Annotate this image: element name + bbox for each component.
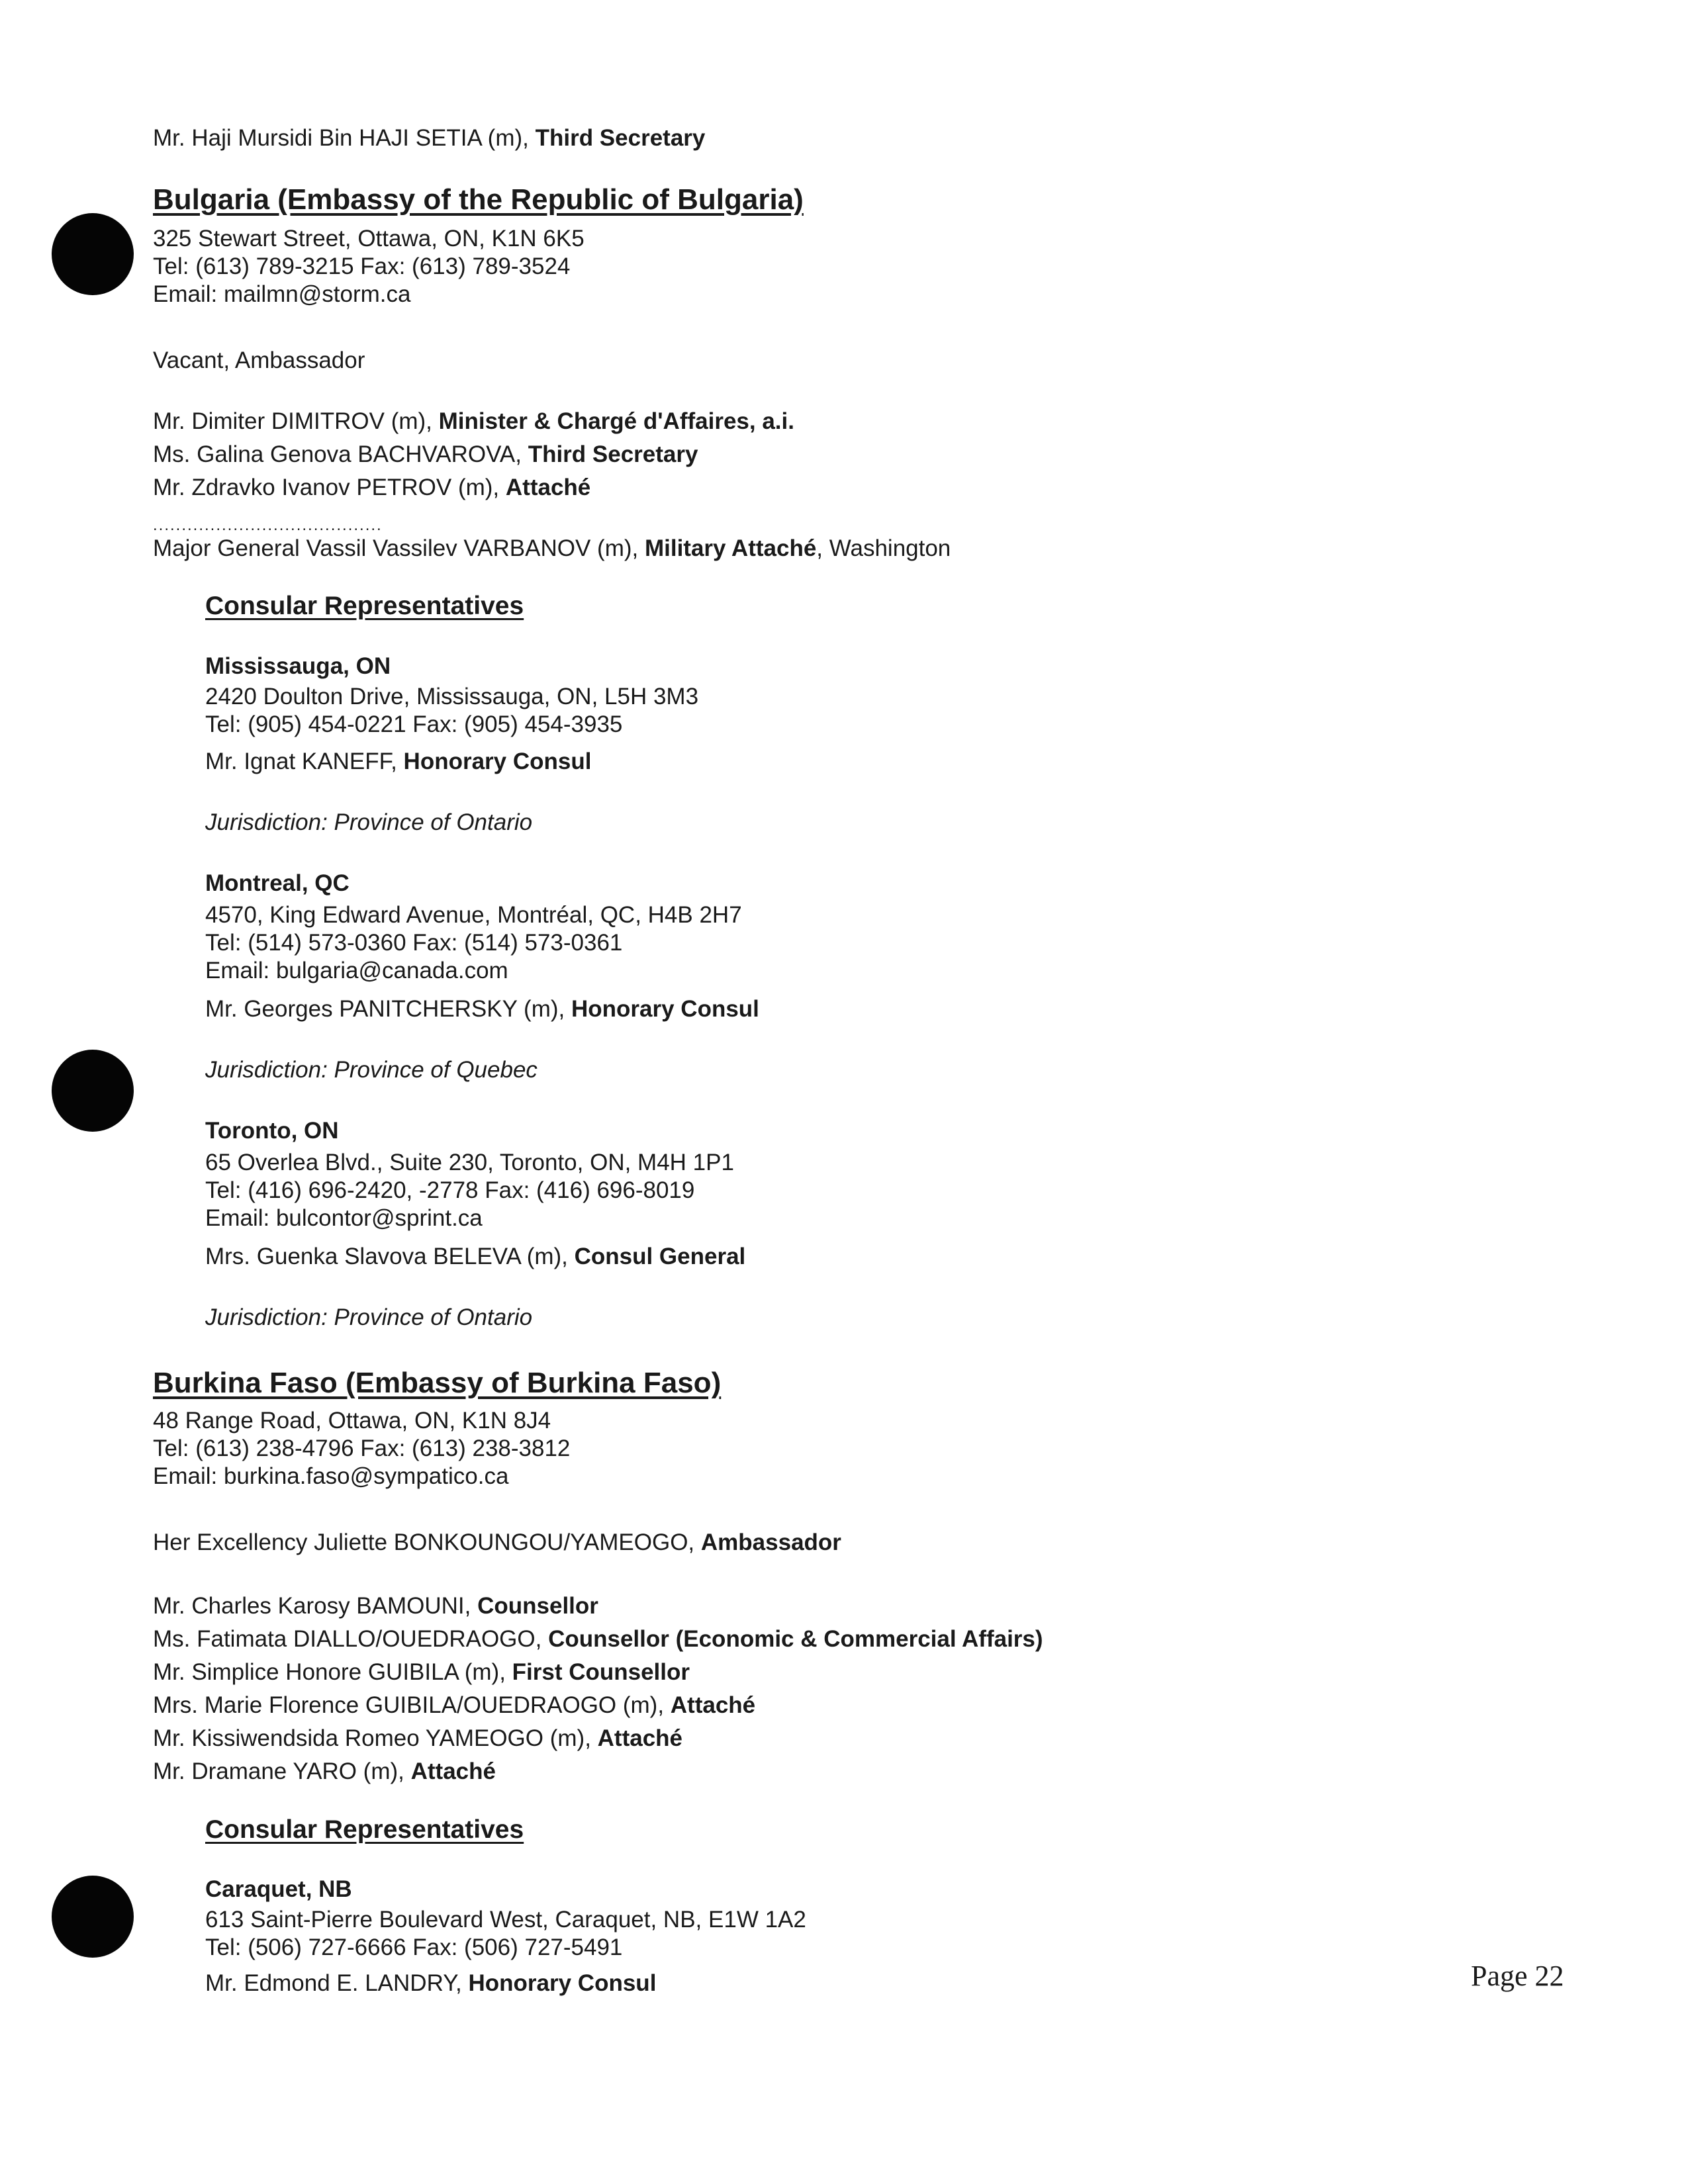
consul-name: Mr. Ignat KANEFF, xyxy=(205,749,404,774)
country-heading-burkina-faso: Burkina Faso (Embassy of Burkina Faso) xyxy=(153,1367,722,1399)
consulate-phone: Tel: (905) 454-0221 Fax: (905) 454-3935 xyxy=(205,711,623,737)
consulate-phone: Tel: (416) 696-2420, -2778 Fax: (416) 696-8019 xyxy=(205,1177,695,1203)
consulate-phone: Tel: (514) 573-0360 Fax: (514) 573-0361 xyxy=(205,930,623,956)
staff-title: Ambassador xyxy=(700,1529,841,1555)
consulate-email: Email: bulcontor@sprint.ca xyxy=(205,1205,483,1231)
staff-name: Major General Vassil Vassilev VARBANOV (m), xyxy=(153,535,645,561)
ambassador-entry xyxy=(153,1529,841,1557)
embassy-phone: Tel: (613) 238-4796 Fax: (613) 238-3812 xyxy=(153,1435,571,1461)
consul-name: Mrs. Guenka Slavova BELEVA (m), xyxy=(205,1244,575,1269)
staff-title: First Counsellor xyxy=(512,1659,690,1685)
consulate-city: Mississauga, ON xyxy=(205,653,391,679)
separator-dots: ........................................ xyxy=(153,516,383,534)
staff-entry xyxy=(153,1758,496,1786)
consulate-address: 613 Saint-Pierre Boulevard West, Caraquet, NB, E1W 1A2 xyxy=(205,1907,806,1933)
consulate-address: 4570, King Edward Avenue, Montréal, QC, H4B 2H7 xyxy=(205,902,742,928)
consul-title: Honorary Consul xyxy=(403,749,592,774)
staff-title: Third Secretary xyxy=(535,125,706,151)
staff-entry xyxy=(153,1692,755,1719)
staff-entry xyxy=(153,1659,690,1686)
consular-heading: Consular Representatives xyxy=(205,1815,524,1844)
staff-name: Mr. Zdravko Ivanov PETROV (m), xyxy=(153,475,506,500)
staff-title: Attaché xyxy=(410,1758,496,1784)
staff-title: Counsellor xyxy=(477,1593,598,1619)
consulate-city: Montreal, QC xyxy=(205,870,350,896)
staff-name: Mrs. Marie Florence GUIBILA/OUEDRAOGO (m), xyxy=(153,1692,671,1718)
consular-heading: Consular Representatives xyxy=(205,592,524,620)
consulate-city: Toronto, ON xyxy=(205,1118,339,1144)
embassy-address: 48 Range Road, Ottawa, ON, K1N 8J4 xyxy=(153,1408,551,1433)
jurisdiction: Jurisdiction: Province of Quebec xyxy=(205,1057,538,1083)
staff-name: Mr. Kissiwendsida Romeo YAMEOGO (m), xyxy=(153,1725,598,1751)
staff-title: Attaché xyxy=(670,1692,756,1718)
jurisdiction: Jurisdiction: Province of Ontario xyxy=(205,1304,533,1330)
staff-name: Ms. Galina Genova BACHVAROVA, xyxy=(153,441,528,467)
staff-name: Ms. Fatimata DIALLO/OUEDRAOGO, xyxy=(153,1626,549,1652)
page-number: Page 22 xyxy=(1471,1960,1564,1992)
staff-entry xyxy=(153,1625,1043,1653)
staff-title: Military Attaché xyxy=(644,535,817,561)
staff-entry xyxy=(153,1725,682,1752)
embassy-address: 325 Stewart Street, Ottawa, ON, K1N 6K5 xyxy=(153,226,585,251)
consulate-address: 2420 Doulton Drive, Mississauga, ON, L5H 3M3 xyxy=(205,684,699,709)
staff-name: Mr. Dimiter DIMITROV (m), xyxy=(153,408,439,434)
military-attache-entry xyxy=(153,535,951,563)
embassy-phone: Tel: (613) 789-3215 Fax: (613) 789-3524 xyxy=(153,253,571,279)
staff-entry xyxy=(153,1592,598,1620)
consulate-address: 65 Overlea Blvd., Suite 230, Toronto, ON, M4H 1P1 xyxy=(205,1150,734,1175)
staff-entry xyxy=(153,441,698,469)
staff-name: Mr. Charles Karosy BAMOUNI, xyxy=(153,1593,478,1619)
embassy-email: Email: burkina.faso@sympatico.ca xyxy=(153,1463,509,1489)
staff-location: , Washington xyxy=(816,535,951,561)
jurisdiction: Jurisdiction: Province of Ontario xyxy=(205,809,533,835)
consul-title: Honorary Consul xyxy=(468,1970,657,1996)
staff-name: Mr. Dramane YARO (m), xyxy=(153,1758,411,1784)
punch-hole xyxy=(52,213,134,295)
ambassador-entry: Vacant, Ambassador xyxy=(153,347,365,373)
consul-name: Mr. Georges PANITCHERSKY (m), xyxy=(205,996,571,1022)
embassy-email: Email: mailmn@storm.ca xyxy=(153,281,411,307)
consul-title: Honorary Consul xyxy=(571,996,759,1022)
staff-title: Attaché xyxy=(597,1725,683,1751)
staff-title: Attaché xyxy=(505,475,591,500)
consul-entry xyxy=(205,1243,745,1271)
staff-title: Minister & Chargé d'Affaires, a.i. xyxy=(438,408,794,434)
country-heading-bulgaria: Bulgaria (Embassy of the Republic of Bulgaria) xyxy=(153,183,804,216)
consulate-city: Caraquet, NB xyxy=(205,1876,352,1902)
staff-entry xyxy=(153,474,590,502)
staff-entry xyxy=(153,124,705,152)
consul-title: Consul General xyxy=(574,1244,746,1269)
staff-title: Third Secretary xyxy=(528,441,698,467)
consul-entry xyxy=(205,995,759,1023)
consul-name: Mr. Edmond E. LANDRY, xyxy=(205,1970,469,1996)
consul-entry xyxy=(205,748,591,776)
staff-name: Mr. Simplice Honore GUIBILA (m), xyxy=(153,1659,512,1685)
staff-name: Her Excellency Juliette BONKOUNGOU/YAMEOGO, xyxy=(153,1529,701,1555)
punch-hole xyxy=(52,1876,134,1958)
punch-hole xyxy=(52,1050,134,1132)
staff-entry xyxy=(153,408,794,435)
consul-entry xyxy=(205,1970,656,1997)
consulate-email: Email: bulgaria@canada.com xyxy=(205,958,508,983)
staff-title: Counsellor (Economic & Commercial Affairs) xyxy=(548,1626,1043,1652)
consulate-phone: Tel: (506) 727-6666 Fax: (506) 727-5491 xyxy=(205,1934,623,1960)
staff-name: Mr. Haji Mursidi Bin HAJI SETIA (m), xyxy=(153,125,536,151)
